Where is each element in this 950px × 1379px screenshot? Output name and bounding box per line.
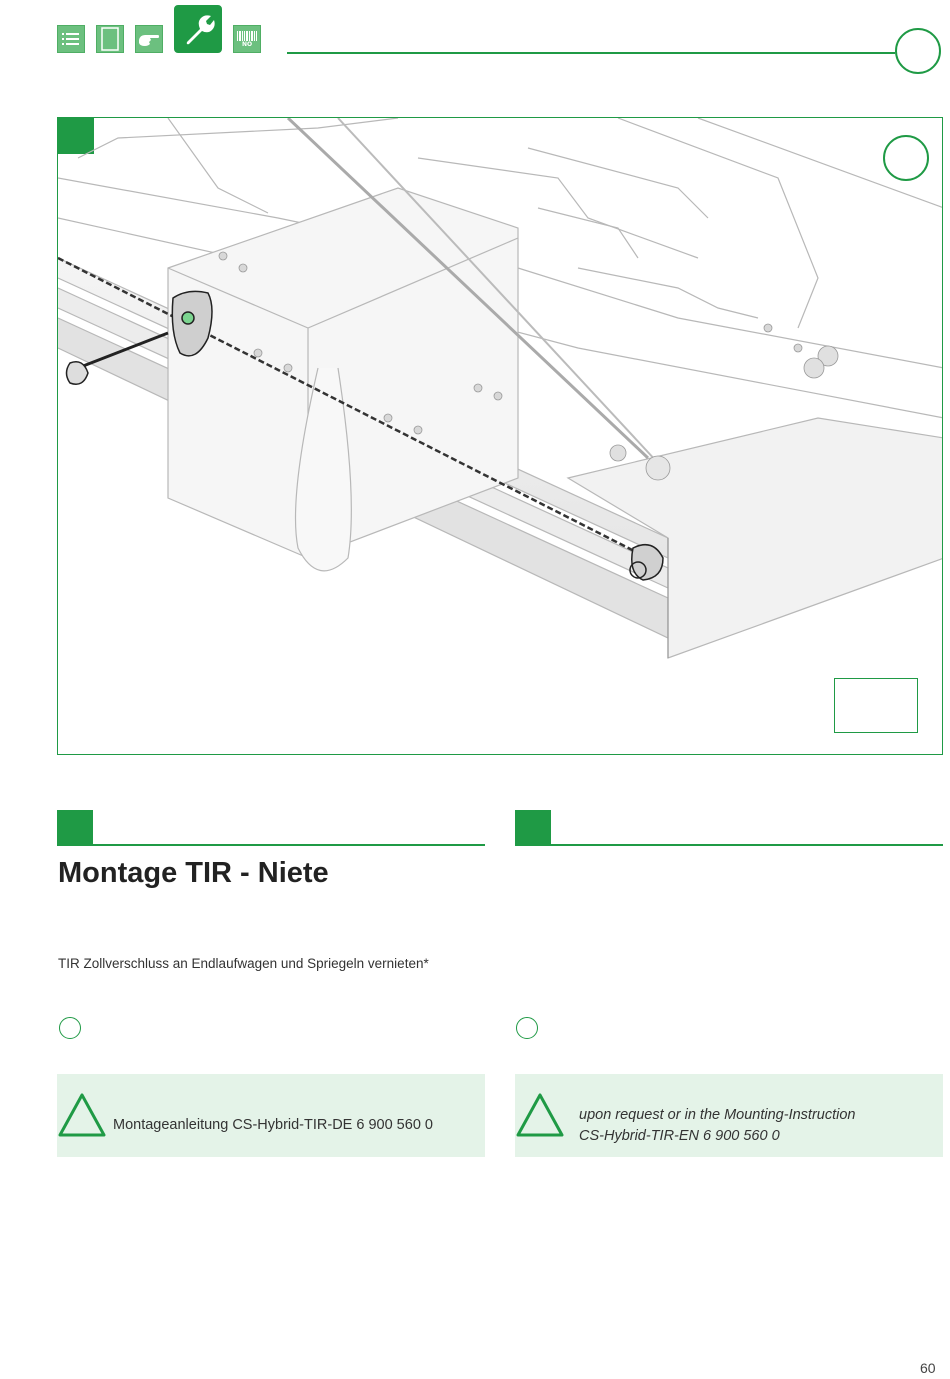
left-note-box: [57, 1074, 485, 1157]
instruction-text: TIR Zollverschluss an Endlaufwagen und Spriegeln vernieten*: [58, 956, 429, 971]
figure-circle-marker: [883, 135, 929, 181]
page-title: Montage TIR - Niete: [58, 857, 329, 889]
left-step-marker: [57, 810, 93, 846]
warning-triangle-icon: [57, 1092, 107, 1138]
mounting-figure: [57, 117, 943, 755]
figure-step-marker: [58, 118, 94, 154]
barcode-label: NO: [241, 40, 253, 48]
right-section-rule: [551, 844, 943, 846]
right-circle-marker: [516, 1017, 538, 1039]
page-number: 60: [920, 1360, 936, 1376]
right-note-line-2: CS-Hybrid-TIR-EN 6 900 560 0: [579, 1128, 780, 1144]
figure-label-box: [834, 678, 918, 733]
right-step-marker: [515, 810, 551, 846]
left-section-rule: [93, 844, 485, 846]
right-note-line-1: upon request or in the Mounting-Instruction: [579, 1107, 856, 1123]
left-circle-marker: [59, 1017, 81, 1039]
page-icon[interactable]: [96, 25, 124, 53]
barcode-icon[interactable]: [233, 25, 261, 53]
right-note-box: [515, 1074, 943, 1157]
hand-pointer-icon[interactable]: [135, 25, 163, 53]
left-note-text: Montageanleitung CS-Hybrid-TIR-DE 6 900 560 0: [113, 1117, 433, 1133]
wrench-icon[interactable]: [174, 5, 222, 53]
tir-rivet-mounting-illustration: [58, 118, 943, 755]
header-circle-marker: [895, 28, 941, 74]
list-icon[interactable]: [57, 25, 85, 53]
warning-triangle-icon: [515, 1092, 565, 1138]
header-rule: [287, 52, 895, 54]
